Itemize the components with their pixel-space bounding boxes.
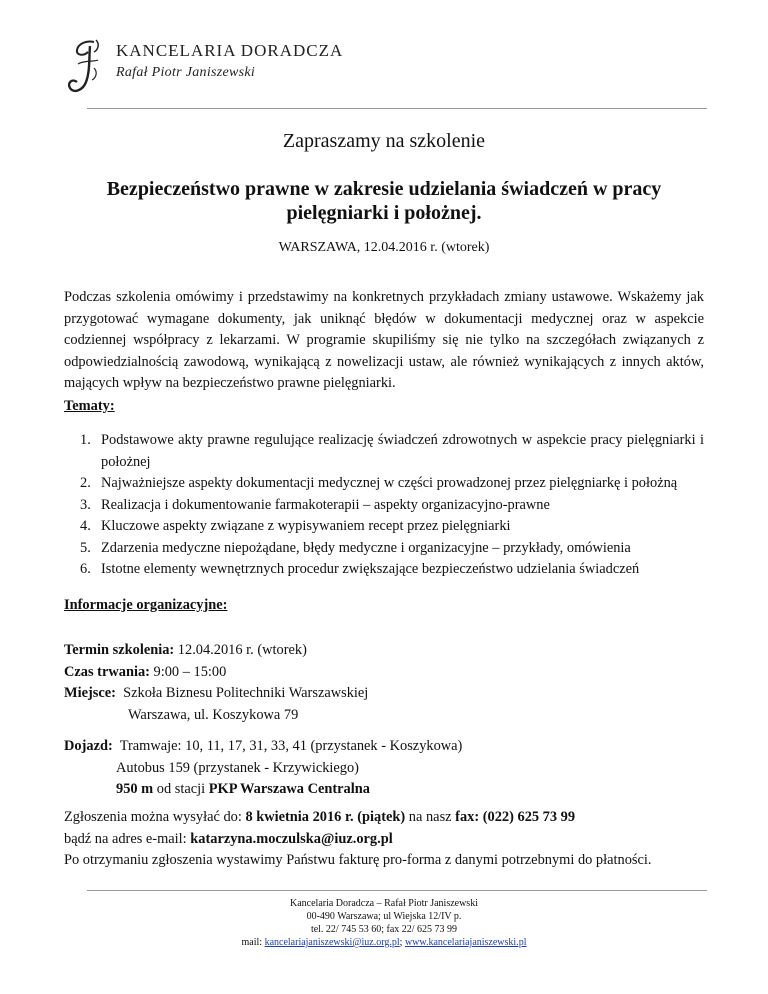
transport-row	[64, 736, 704, 758]
firm-name: KANCELARIA DORADCZA	[116, 41, 344, 60]
firm-person: Rafał Piotr Janiszewski	[116, 65, 256, 80]
invite-heading: Zapraszamy na szkolenie	[282, 130, 486, 152]
list-text: Zdarzenia medyczne niepożądane, błędy medyczne i organizacyjne – przykłady, omówienia	[101, 539, 631, 556]
duration-value: 9:00 – 15:00	[149, 663, 227, 680]
info-heading: Informacje organizacyjne:	[64, 597, 228, 613]
firm-logo	[64, 38, 364, 98]
transport-from: od stacji	[153, 781, 209, 797]
signup-mid: na nasz	[405, 809, 456, 825]
footer-website-link[interactable]: www.kancelariajaniszewski.pl	[404, 937, 527, 948]
header-divider	[87, 108, 707, 109]
list-number: 4.	[80, 518, 91, 534]
list-number: 3.	[80, 496, 91, 513]
list-item	[64, 495, 704, 517]
duration-label: Czas trwania:	[64, 663, 150, 680]
list-text: Najważniejsze aspekty dokumentacji medycznej w części prowadzonej przez pielęgniarkę i położną	[101, 475, 678, 491]
list-text: Kluczowe aspekty związane z wypisywaniem recept przez pielęgniarki	[101, 518, 511, 534]
term-row	[64, 640, 704, 662]
place-label: Miejsce:	[64, 685, 116, 701]
list-text: Realizacja i dokumentowanie farmakoterapii – aspekty organizacyjno-prawne	[101, 496, 550, 513]
signup-pre: Zgłoszenia można wysyłać do:	[64, 809, 246, 825]
transport-row-3	[64, 779, 704, 801]
list-number: 5.	[80, 539, 91, 556]
list-item	[64, 473, 704, 495]
footer-separator: ;	[399, 937, 405, 948]
footer	[0, 897, 768, 949]
list-number: 6.	[80, 561, 91, 577]
footer-email-link[interactable]: kancelariajaniszewski@iuz.org.pl	[264, 937, 400, 948]
place-row	[64, 683, 704, 705]
place-line-1: Szkoła Biznesu Politechniki Warszawskiej	[115, 685, 369, 701]
list-text: Istotne elementy wewnętrznych procedur zwiększające bezpieczeństwo udzielania świadczeń	[101, 561, 640, 577]
list-item	[64, 516, 704, 538]
transport-station: PKP Warszawa Centralna	[208, 781, 370, 797]
footer-phone: tel. 22/ 745 53 60; fax 22/ 625 73 99	[310, 924, 458, 935]
topics-list	[64, 430, 704, 581]
topics-heading: Tematy:	[64, 398, 115, 414]
list-text: Podstawowe akty prawne regulujące realizację świadczeń zdrowotnych w aspekcie pracy pielęgniarki i położnej	[101, 432, 704, 470]
signup-fax: fax: (022) 625 73 99	[455, 809, 576, 825]
term-value: 12.04.2016 r. (wtorek)	[174, 642, 307, 658]
duration-row	[64, 662, 704, 684]
list-item	[64, 430, 704, 473]
list-item	[64, 559, 704, 581]
intro-paragraph: Podczas szkolenia omówimy i przedstawimy na konkretnych przykładach zmiany ustawowe. Wskażemy jak przygotować wymagane dokumenty, jak uniknąć błędów w dokumentacji medycznej oraz w aspekcie codziennej współpracy z lekarzami. W programie skupiliśmy się nie tylko na szczegółach związanych z odpowiedzialnością zawodową, wynikającą z nowelizacji ustaw, ale również wynikających z innych aktów, mających wpływ na bezpieczeństwo prawne pielęgniarki.	[64, 289, 704, 391]
list-item	[64, 538, 704, 560]
signup-email: katarzyna.moczulska@iuz.org.pl	[190, 830, 393, 847]
signup-row-2	[64, 829, 704, 851]
signup-block	[64, 807, 704, 872]
transport-tram: Tramwaje: 10, 11, 17, 31, 33, 41 (przystanek - Koszykowa)	[112, 738, 463, 754]
term-label: Termin szkolenia:	[64, 642, 175, 658]
place-row-2	[64, 705, 704, 727]
schedule-block	[64, 640, 704, 726]
place-line-2: Warszawa, ul. Koszykowa 79	[128, 706, 299, 723]
transport-block	[64, 736, 704, 801]
transport-bus: Autobus 159 (przystanek - Krzywickiego)	[116, 759, 359, 776]
date-location: WARSZAWA, 12.04.2016 r. (wtorek)	[278, 240, 490, 255]
transport-row-2	[64, 758, 704, 780]
footer-divider	[87, 890, 707, 891]
signup-deadline: 8 kwietnia 2016 r. (piątek)	[245, 809, 406, 825]
footer-address: 00-490 Warszawa; ul Wiejska 12/IV p.	[306, 911, 462, 922]
signup-row-3	[64, 850, 704, 872]
signup-email-pre: bądź na adres e-mail:	[64, 830, 191, 847]
list-number: 2.	[80, 475, 91, 491]
footer-mail-label: mail:	[241, 937, 265, 948]
title-line-1: Bezpieczeństwo prawne w zakresie udzielania świadczeń w pracy	[106, 178, 662, 200]
title-line-2: pielęgniarki i położnej.	[286, 202, 482, 224]
signup-row-1	[64, 807, 704, 829]
signup-invoice-note: Po otrzymaniu zgłoszenia wystawimy Państwu fakturę pro-forma z danymi potrzebnymi do płatności.	[64, 852, 652, 868]
list-number: 1.	[80, 432, 91, 448]
transport-label: Dojazd:	[64, 738, 113, 754]
training-title	[90, 177, 678, 225]
footer-firm: Kancelaria Doradcza – Rafał Piotr Janiszewski	[290, 898, 478, 909]
footer-contact	[0, 936, 768, 949]
monogram-j-icon	[64, 38, 110, 98]
transport-distance: 950 m	[116, 781, 154, 797]
